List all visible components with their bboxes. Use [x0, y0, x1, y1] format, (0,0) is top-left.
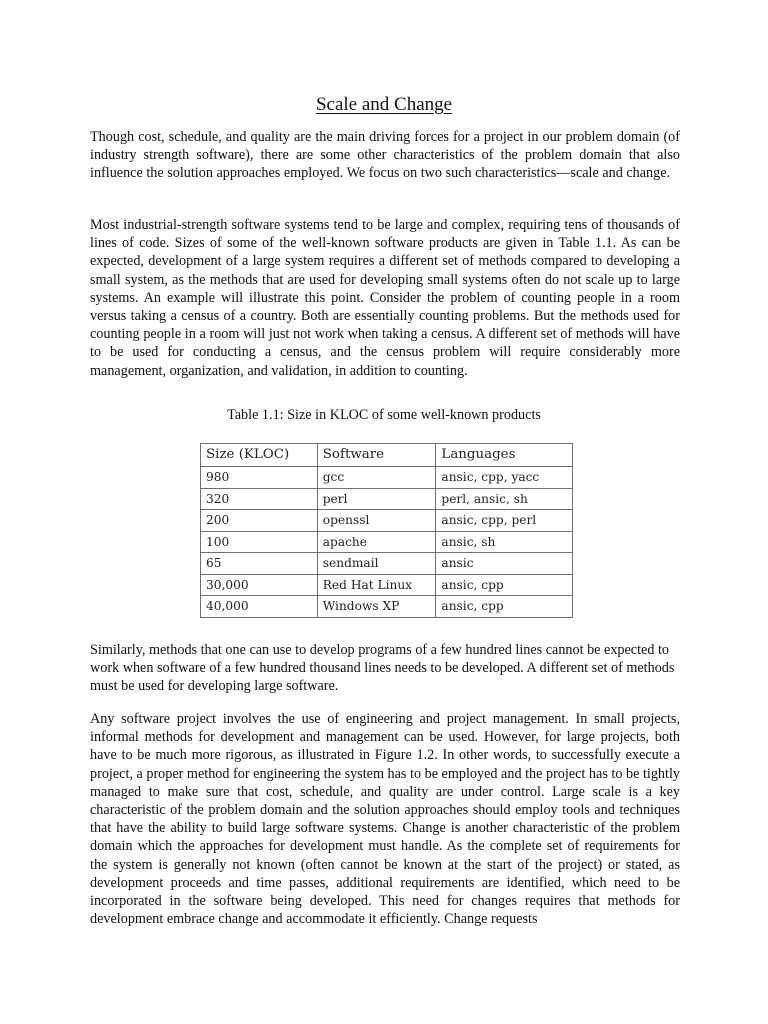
cell-languages: perl, ansic, sh	[436, 488, 573, 510]
cell-software: apache	[317, 531, 436, 553]
paragraph-scale: Most industrial-strength software systems tend to be large and complex, requiring tens of thousands of lines of code. Sizes of some of the well-known software products are given in Table 1.1. As can be expected, development of a large system requires a different set of methods compared to developing a small system, as the methods that are used for developing small systems often do not scale up to large systems. An example will illustrate this point. Consider the problem of counting people in a room versus taking a census of a country. Both are essentially counting problems. But the methods used for counting people in a room will just not work when taking a census. A different set of methods will have to be used for conducting a census, and the census problem will require considerably more management, organization, and validation, in addition to counting.	[90, 217, 680, 379]
cell-languages: ansic, cpp, perl	[436, 510, 573, 532]
cell-software: Red Hat Linux	[317, 574, 436, 596]
paragraph-similarly: Similarly, methods that one can use to develop programs of a few hundred lines cannot be expected to work when software of a few hundred thousand lines needs to be developed. A different set of methods must be used for developing large software.	[90, 642, 675, 695]
cell-size: 40,000	[201, 596, 318, 618]
cell-size: 100	[201, 531, 318, 553]
table-row	[201, 510, 573, 532]
cell-size: 65	[201, 553, 318, 575]
table-header-row	[201, 444, 573, 467]
table-row	[201, 488, 573, 510]
cell-software: Windows XP	[317, 596, 436, 618]
page-title: Scale and Change	[315, 94, 453, 115]
table-row	[201, 574, 573, 596]
cell-software: gcc	[317, 467, 436, 489]
cell-languages: ansic, sh	[436, 531, 573, 553]
column-header-size: Size (KLOC)	[201, 444, 318, 467]
cell-software: perl	[317, 488, 436, 510]
cell-software: openssl	[317, 510, 436, 532]
cell-languages: ansic, cpp	[436, 596, 573, 618]
table-row	[201, 531, 573, 553]
table-row	[201, 467, 573, 489]
cell-size: 320	[201, 488, 318, 510]
cell-size: 30,000	[201, 574, 318, 596]
table-caption: Table 1.1: Size in KLOC of some well-known products	[227, 407, 541, 423]
column-header-software: Software	[317, 444, 436, 467]
kloc-table-container	[200, 443, 573, 618]
cell-languages: ansic, cpp	[436, 574, 573, 596]
cell-languages: ansic, cpp, yacc	[436, 467, 573, 489]
column-header-languages: Languages	[436, 444, 573, 467]
cell-size: 200	[201, 510, 318, 532]
paragraph-project-management: Any software project involves the use of engineering and project management. In small projects, informal methods for development and management can be used. However, for large projects, both have to be much more rigorous, as illustrated in Figure 1.2. In other words, to successfully execute a project, a proper method for engineering the system has to be employed and the project has to be tightly managed to make sure that cost, schedule, and quality are under control. Large scale is a key characteristic of the problem domain and the solution approaches should employ tools and techniques that have the ability to build large software systems. Change is another characteristic of the problem domain which the approaches for development must handle. As the complete set of requirements for the system is generally not known (often cannot be known at the start of the project) or stated, as development proceeds and time passes, additional requirements are identified, which need to be incorporated in the software being developed. This need for changes requires that methods for development embrace change and accommodate it efficiently. Change requests	[90, 711, 680, 928]
kloc-table	[200, 443, 573, 618]
cell-software: sendmail	[317, 553, 436, 575]
cell-languages: ansic	[436, 553, 573, 575]
table-row	[201, 553, 573, 575]
cell-size: 980	[201, 467, 318, 489]
table-row	[201, 596, 573, 618]
paragraph-intro: Though cost, schedule, and quality are the main driving forces for a project in our problem domain (of industry strength software), there are some other characteristics of the problem domain that also influence the solution approaches employed. We focus on two such characteristics—scale and change.	[90, 129, 680, 182]
